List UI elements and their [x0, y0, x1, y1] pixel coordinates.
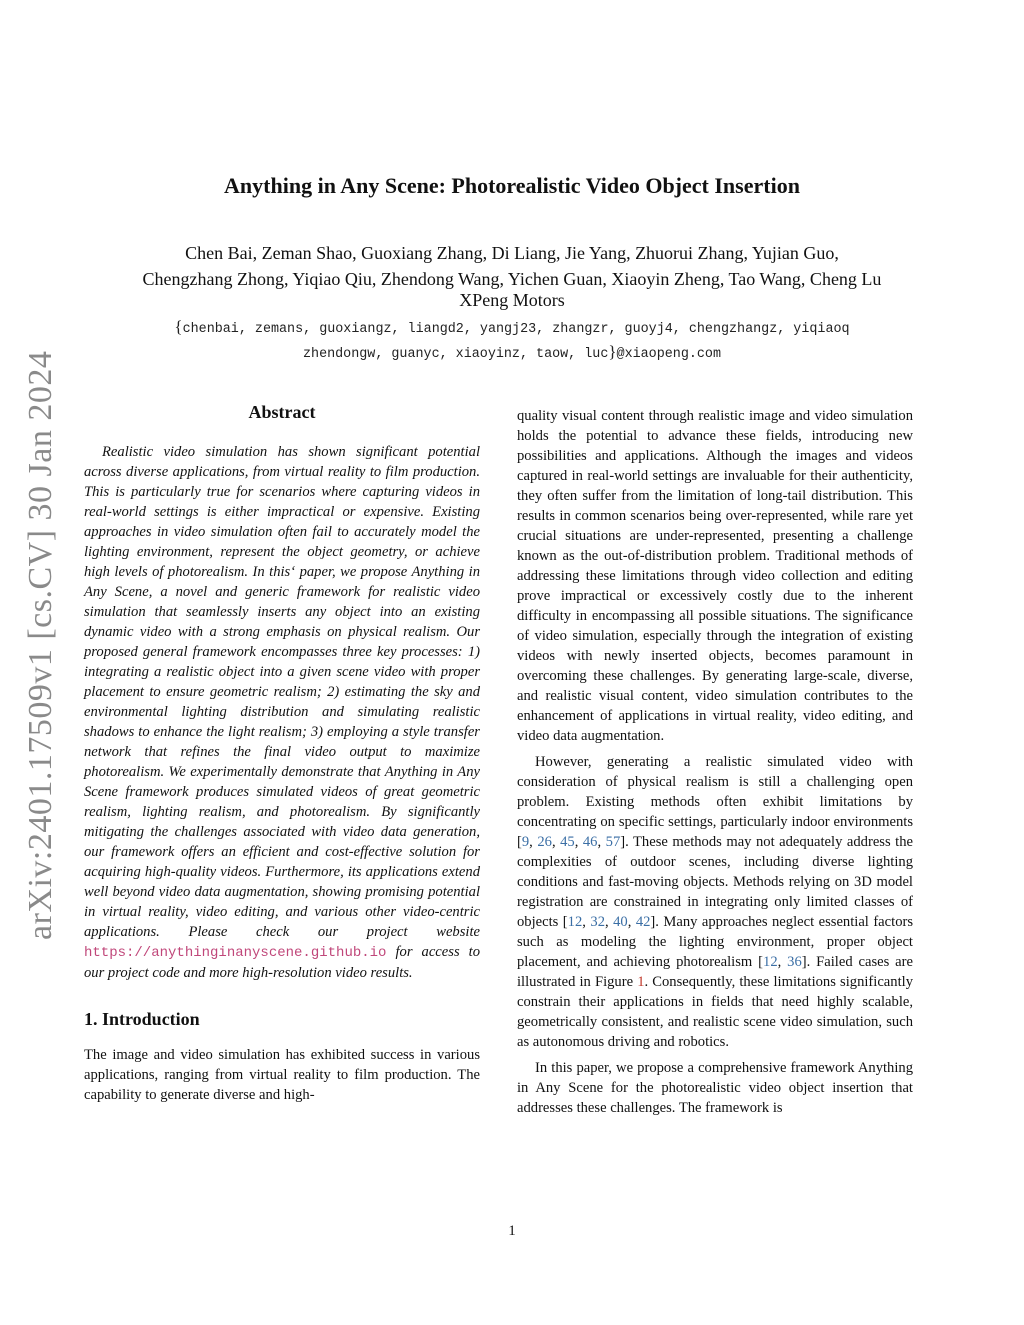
author-line-1: Chen Bai, Zeman Shao, Guoxiang Zhang, Di Liang, Jie Yang, Zhuorui Zhang, Yujian Guo, — [185, 243, 839, 263]
affiliation: XPeng Motors — [459, 290, 565, 310]
intro-paragraph-1-cont: quality visual content through realistic image and video simulation holds the potential to advance these fields, introducing new possibilities and applications. Although the images and videos captured in real-world settings are invaluable for their authenticity, they often suffer from the limitation of long-tail distribution. This results in common scenarios being over-represented, while rare yet crucial situations are under-represented, presenting a challenge known as the out-of-distribution problem. Traditional methods of addressing these limitations through video collection and editing prove impractical or excessively costly due to the inherent difficulty in encompassing all possible situations. The significance of video simulation, especially through the integration of existing videos with newly inserted objects, becomes paramount in overcoming these challenges. By generating large-scale, diverse, and realistic visual content, video simulation contributes to the enhancement of applications in virtual reality, video editing, and video data augmentation. — [517, 408, 913, 744]
p2-text-a: However, generating a realistic simulated video with consideration of physical realism is still a challenging open problem. Existing methods often exhibit limitations by concentrating on specific settings, particularly indoor environments [ — [517, 754, 913, 850]
left-column — [84, 402, 480, 1111]
paper-title: Anything in Any Scene: Photorealistic Video Object Insertion — [224, 173, 800, 198]
p2-text-b: ]. These methods may not adequately address the complexities of outdoor scenes, including diverse lighting conditions and fast-moving objects. Methods relying on 3D model registration are constrained in integrating only limited classes of objects [ — [517, 834, 913, 930]
abstract-body: Realistic video simulation has shown significant potential across diverse applications, from virtual reality to film production. This is particularly true for scenarios where capturing videos in real-world settings is either impractical or expensive. Existing approaches in video simulation often fail to accurately model the lighting environment, represent the object geometry, or achieve high levels of photorealism. In this‘ paper, we propose Anything in Any Scene, a novel and generic framework for realistic video simulation that seamlessly inserts any object into an existing dynamic video with a strong emphasis on physical realism. Our proposed general framework encompasses three key processes: 1) integrating a realistic object into a given scene video with proper placement to ensure geometric realism; 2) estimating the sky and environmental lighting distribution and simulating realistic shadows to enhance the light realism; 3) employing a style transfer network that refines the final video output to maximize photorealism. We experimentally demonstrate that Anything in Any Scene framework produces simulated videos of great geometric realism, lighting realism, and photorealism. By significantly mitigating the challenges associated with video data generation, our framework offers an efficient and cost-effective solution for acquiring high-quality videos. Furthermore, its applications extend well beyond video data augmentation, showing promising potential in virtual reality, video editing, and various other video-centric applications. Please check our project website — [84, 444, 480, 940]
abstract-tail: for access to our project code and more high-resolution video results. — [84, 944, 480, 981]
citation-link[interactable]: 57 — [605, 834, 621, 850]
citation-link[interactable]: 9 — [521, 834, 530, 850]
abstract-text — [84, 442, 480, 983]
author-line-2: Chengzhang Zhong, Yiqiao Qiu, Zhendong Wang, Yichen Guan, Xiaoyin Zheng, Tao Wang, Cheng Lu — [142, 269, 882, 289]
email-block — [60, 316, 964, 366]
intro-paragraph-1: The image and video simulation has exhibited success in various applications, ranging from virtual reality to film production. The capability to generate diverse and high- — [84, 1047, 480, 1103]
intro-paragraph-3: In this paper, we propose a comprehensive framework Anything in Any Scene for the photorealistic video object insertion that addresses these challenges. The framework is — [517, 1060, 913, 1116]
project-link[interactable]: https://anythinginanyscene.github.io — [84, 945, 387, 961]
p2-text-c: ]. Many approaches neglect essential factors such as modeling the lighting environment, proper object placement, and achieving photorealism [ — [517, 914, 914, 970]
intro-heading: 1. Introduction — [84, 1009, 200, 1029]
citation-link[interactable]: 36 — [787, 954, 802, 970]
email-line-2 — [60, 341, 964, 366]
right-column — [517, 406, 913, 1124]
citation-link[interactable]: 26 — [537, 834, 552, 850]
email-close-brace: } — [608, 342, 617, 361]
arxiv-stamp: arXiv:2401.17509v1 [cs.CV] 30 Jan 2024 — [22, 350, 59, 940]
citation-link[interactable]: 12 — [567, 914, 583, 930]
citation-link[interactable]: 32 — [590, 914, 605, 930]
author-list — [60, 240, 964, 292]
citation-link[interactable]: 42 — [635, 914, 651, 930]
citation-link[interactable]: 12 — [763, 954, 778, 970]
page-number: 1 — [508, 1223, 516, 1239]
citation-link[interactable]: 45 — [560, 834, 575, 850]
p2-text-e: . Consequently, these limitations significantly constrain their applications in fields that need highly scalable, geometrically consistent, and realistic scene video simulation, such as autonomous driving and robotics. — [517, 974, 913, 1050]
citation-link[interactable]: 40 — [613, 914, 628, 930]
email-list-2: zhendongw, guanyc, xiaoyinz, taow, luc — [303, 347, 609, 362]
abstract-heading: Abstract — [248, 402, 316, 422]
email-line-1 — [60, 316, 964, 341]
intro-paragraph-2: However, generating a realistic simulated video with consideration of physical realism is still a challenging open problem. Existing methods often exhibit limitations by concentrating on specific settings, particularly indoor environments [9, 26, 45, 46, 57]. These methods may not adequately address the complexities of outdoor scenes, including diverse lighting conditions and fast-moving objects. Methods relying on 3D model registration are constrained in integrating only limited classes of objects [12, 32, 40, 42]. Many approaches neglect essential factors such as modeling the lighting environment, proper object placement, and achieving photorealism [12, 36]. Failed cases are illustrated in Figure 1. Consequently, these limitations significantly constrain their applications in fields that need highly scalable, geometrically consistent, and realistic scene video simulation, such as autonomous driving and robotics. — [517, 754, 914, 1050]
email-open-brace: { — [174, 317, 183, 336]
email-domain: @xiaopeng.com — [616, 347, 721, 362]
p2-text-d: ]. Failed cases are illustrated in Figure — [517, 954, 913, 990]
citation-link[interactable]: 46 — [582, 834, 598, 850]
email-list-1: chenbai, zemans, guoxiangz, liangd2, yangj23, zhangzr, guoyj4, chengzhangz, yiqiaoq — [182, 322, 850, 337]
figure-link[interactable]: 1 — [637, 974, 645, 990]
